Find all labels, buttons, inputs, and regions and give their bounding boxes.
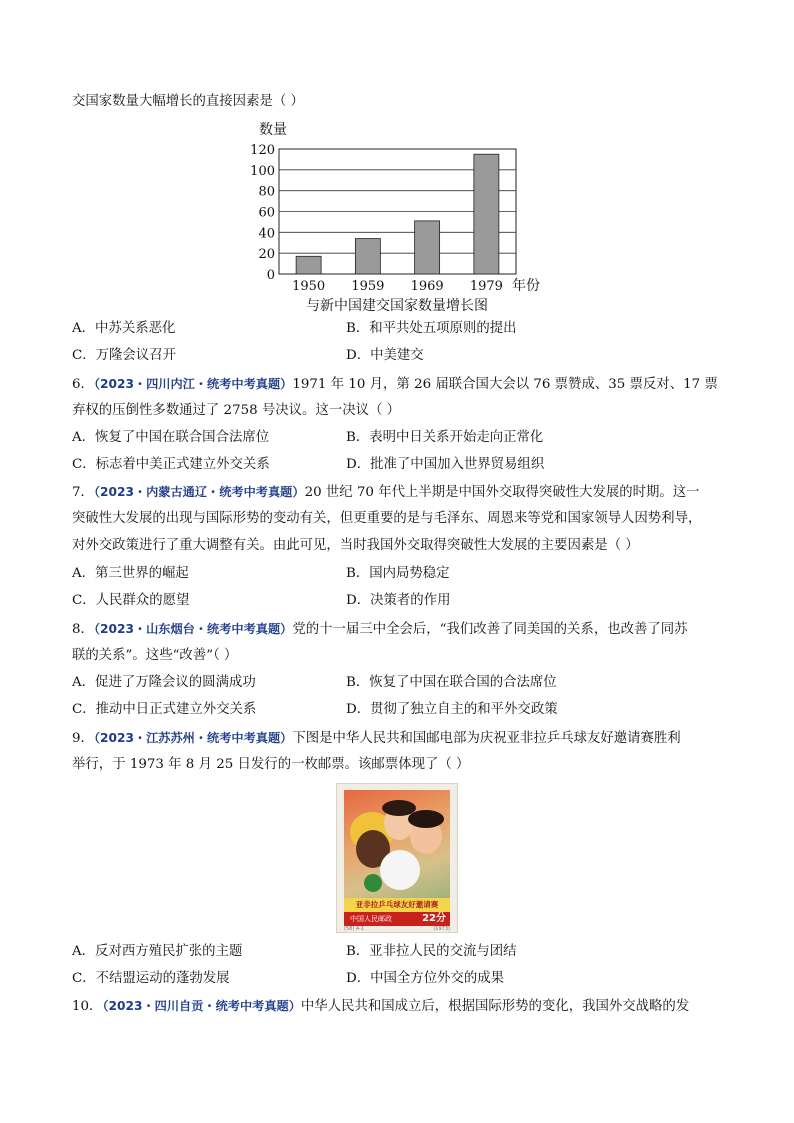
question-7-line-1 [72,482,700,503]
y-axis-label: 数量 [259,122,287,138]
question-6-line-1 [72,374,718,395]
q8-number: 8． [72,622,94,637]
q10-source: （2023・四川自贡・统考中考真题） [102,999,301,1013]
q5-option-b: B．和平共处五项原则的提出 [346,321,517,336]
y-tick-label: 20 [258,247,275,263]
q6-text-1: 1971 年 10 月，第 26 届联合国大会以 76 票赞成、35 票反对、17 票 [292,377,718,392]
q9-text-1: 下图是中华人民共和国邮电部为庆祝亚非拉乒乓球友好邀请赛胜利 [292,731,681,746]
q9-option-a: A．反对西方殖民扩张的主题 [72,944,243,959]
stamp-serial-left: (58) 4-1 [344,926,365,932]
stamp-denomination: 22分 [422,913,446,924]
y-tick-label: 80 [258,184,275,200]
bar-1950 [296,256,321,274]
bar-1969 [415,221,440,274]
q5-option-d: D．中美建交 [346,348,424,363]
q6-option-d: D．批准了中国加入世界贸易组织 [346,457,545,472]
q7-option-d: D．决策者的作用 [346,593,451,608]
x-tick-label: 1959 [351,279,385,294]
q8-source: （2023・山东烟台・统考中考真题） [93,622,293,636]
paddle-shape [364,874,382,892]
table-tennis-stamp-image [336,783,458,933]
q6-source: （2023・四川内江・统考中考真题） [93,377,293,391]
q7-option-b: B．国内局势稳定 [346,566,450,581]
q8-option-c: C．推动中日正式建立外交关系 [72,702,257,717]
question-5-stem: 交国家数量大幅增长的直接因素是（ ） [72,94,304,109]
q8-option-d: D．贯彻了独立自主的和平外交政策 [346,702,558,717]
stamp-country-strip [344,912,450,926]
y-tick-label: 40 [258,226,275,242]
q9-number: 9． [72,731,94,746]
q7-option-c: C．人民群众的愿望 [72,593,190,608]
q5-option-a: A．中苏关系恶化 [72,321,176,336]
question-6-line-2: 弃权的压倒性多数通过了 2758 号决议。这一决议（ ） [72,403,401,418]
hair-shape [408,810,444,828]
q8-option-a: A．促进了万隆会议的圆满成功 [72,675,256,690]
q10-text-1: 中华人民共和国成立后，根据国际形势的变化，我国外交战略的发 [300,999,690,1014]
bar-1979 [474,154,499,274]
q7-source: （2023・内蒙古通辽・统考中考真题） [93,485,305,499]
chart-x-ticks [292,279,503,294]
q9-option-c: C．不结盟运动的蓬勃发展 [72,971,230,986]
x-tick-label: 1969 [410,279,444,294]
q5-option-c: C．万隆会议召开 [72,348,176,363]
chart-bars [296,154,499,274]
q7-option-a: A．第三世界的崛起 [72,566,189,581]
y-tick-label: 0 [266,268,275,283]
x-tick-label: 1979 [469,279,503,294]
q6-number: 6． [72,377,94,392]
x-axis-label: 年份 [512,278,540,294]
stamp-serial-right: (1973) [433,926,450,932]
q6-option-c: C．标志着中美正式建立外交关系 [72,457,270,472]
q10-number: 10． [72,999,103,1014]
q6-option-a: A．恢复了中国在联合国合法席位 [72,430,270,445]
question-7-line-2: 突破性大发展的出现与国际形势的变动有关，但更重要的是与毛泽东、周恩来等党和国家领导人因势利导， [72,511,702,526]
question-8-line-2: 联的关系”。这些“改善”（ ） [72,648,238,663]
chart-y-ticks [250,143,275,283]
question-8-line-1 [72,619,688,640]
q7-number: 7． [72,485,94,500]
q8-option-b: B．恢复了中国在联合国的合法席位 [346,675,557,690]
stamp-banner: 亚非拉乒乓球友好邀请赛 [344,898,450,912]
q9-source: （2023・江苏苏州・统考中考真题） [93,731,293,745]
q9-option-d: D．中国全方位外交的成果 [346,971,505,986]
q7-text-1: 20 世纪 70 年代上半期是中国外交取得突破性大发展的时期。这一 [304,485,700,500]
chart-title: 与新中国建交国家数量增长图 [306,298,488,314]
shirt-shape [380,850,420,890]
question-10-line-1 [72,996,689,1017]
question-9-line-1 [72,728,681,749]
y-tick-label: 60 [258,205,275,221]
q6-option-b: B．表明中日关系开始走向正常化 [346,430,544,445]
question-9-line-2: 举行，于 1973 年 8 月 25 日发行的一枚邮票。该邮票体现了（ ） [72,757,470,772]
stamp-country: 中国人民邮政 [350,915,392,923]
bar-chart [245,118,555,318]
bar-1959 [355,239,380,274]
question-7-line-3: 对外交政策进行了重大调整有关。由此可见，当时我国外交取得突破性大发展的主要因素是（ ） [72,538,639,553]
stamp-artwork [344,790,450,926]
q8-text-1: 党的十一届三中全会后，“我们改善了同美国的关系，也改善了同苏 [292,622,688,637]
y-tick-label: 100 [250,163,275,179]
y-tick-label: 120 [250,143,275,158]
q9-option-b: B．亚非拉人民的交流与团结 [346,944,517,959]
x-tick-label: 1950 [292,279,326,294]
